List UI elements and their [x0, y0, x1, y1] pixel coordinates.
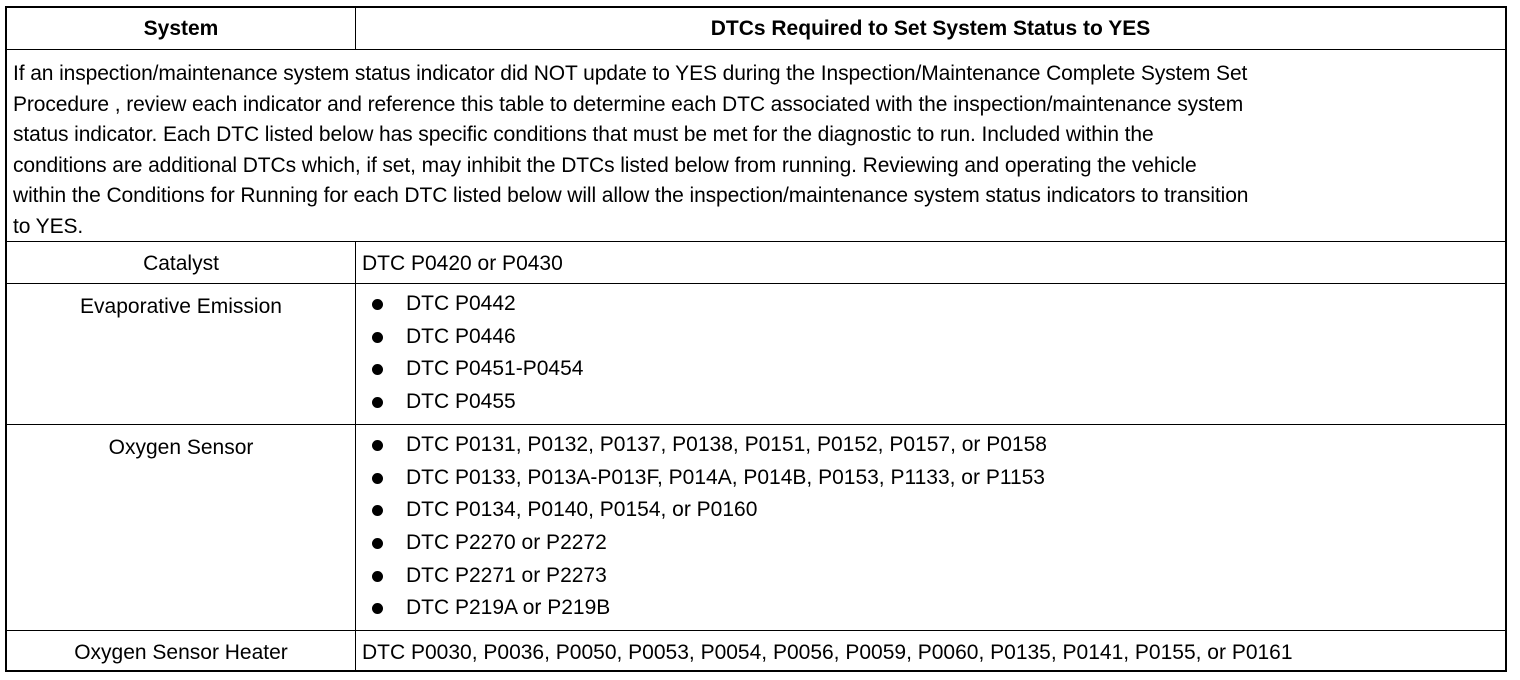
list-item: DTC P0442	[356, 288, 1499, 321]
intro-line: to YES.	[13, 214, 84, 238]
header-system: System	[143, 16, 219, 40]
bullet-icon	[372, 571, 383, 582]
list-item: DTC P0133, P013A-P013F, P014A, P014B, P0153, P1133, or P1153	[356, 462, 1499, 495]
system-oxygen-sensor-heater: Oxygen Sensor Heater	[74, 641, 288, 664]
bullet-icon	[372, 332, 383, 343]
value-catalyst: DTC P0420 or P0430	[362, 252, 563, 275]
bullet-icon	[372, 299, 383, 310]
intro-line: status indicator. Each DTC listed below has specific conditions that must be met for the diagnostic to run. Included within the	[13, 123, 1154, 146]
header-dtcs: DTCs Required to Set System Status to YES	[710, 16, 1151, 40]
intro-line: If an inspection/maintenance system status indicator did NOT update to YES during the Inspection/Maintenance Complete System Set	[13, 62, 1248, 85]
value-oxygen-sensor	[356, 429, 1499, 625]
row-rule	[7, 630, 1505, 631]
system-evaporative-emission: Evaporative Emission	[80, 295, 282, 318]
row-rule	[7, 283, 1505, 284]
list-item: DTC P2271 or P2273	[356, 560, 1499, 593]
value-oxygen-sensor-heater: DTC P0030, P0036, P0050, P0053, P0054, P0056, P0059, P0060, P0135, P0141, P0155, or P0161	[362, 641, 1293, 664]
list-item: DTC P0446	[356, 321, 1499, 354]
value-evaporative-emission	[356, 288, 1499, 419]
row-rule	[7, 424, 1505, 425]
bullet-icon	[372, 440, 383, 451]
bullet-icon	[372, 603, 383, 614]
list-item: DTC P0451-P0454	[356, 353, 1499, 386]
bullet-icon	[372, 364, 383, 375]
system-oxygen-sensor: Oxygen Sensor	[108, 436, 254, 459]
intro-bottom-rule	[7, 241, 1505, 242]
intro-line: within the Conditions for Running for each DTC listed below will allow the inspection/maintenance system status indicators to transition	[13, 184, 1249, 207]
bullet-icon	[372, 505, 383, 516]
intro-line: conditions are additional DTCs which, if set, may inhibit the DTCs listed below from running. Reviewing and operating the vehicle	[13, 153, 1197, 177]
bullet-icon	[372, 397, 383, 408]
list-item: DTC P0131, P0132, P0137, P0138, P0151, P0152, P0157, or P0158	[356, 429, 1499, 462]
list-item: DTC P0455	[356, 386, 1499, 419]
intro-line: Procedure , review each indicator and reference this table to determine each DTC associated with the inspection/maintenance system	[13, 92, 1244, 116]
list-item: DTC P0134, P0140, P0154, or P0160	[356, 494, 1499, 527]
system-catalyst: Catalyst	[143, 252, 219, 275]
list-item: DTC P2270 or P2272	[356, 527, 1499, 560]
intro-paragraph	[13, 59, 1499, 242]
list-item: DTC P219A or P219B	[356, 592, 1499, 625]
dtc-table	[5, 6, 1507, 672]
header-bottom-rule	[7, 49, 1505, 50]
bullet-icon	[372, 538, 383, 549]
bullet-icon	[372, 473, 383, 484]
